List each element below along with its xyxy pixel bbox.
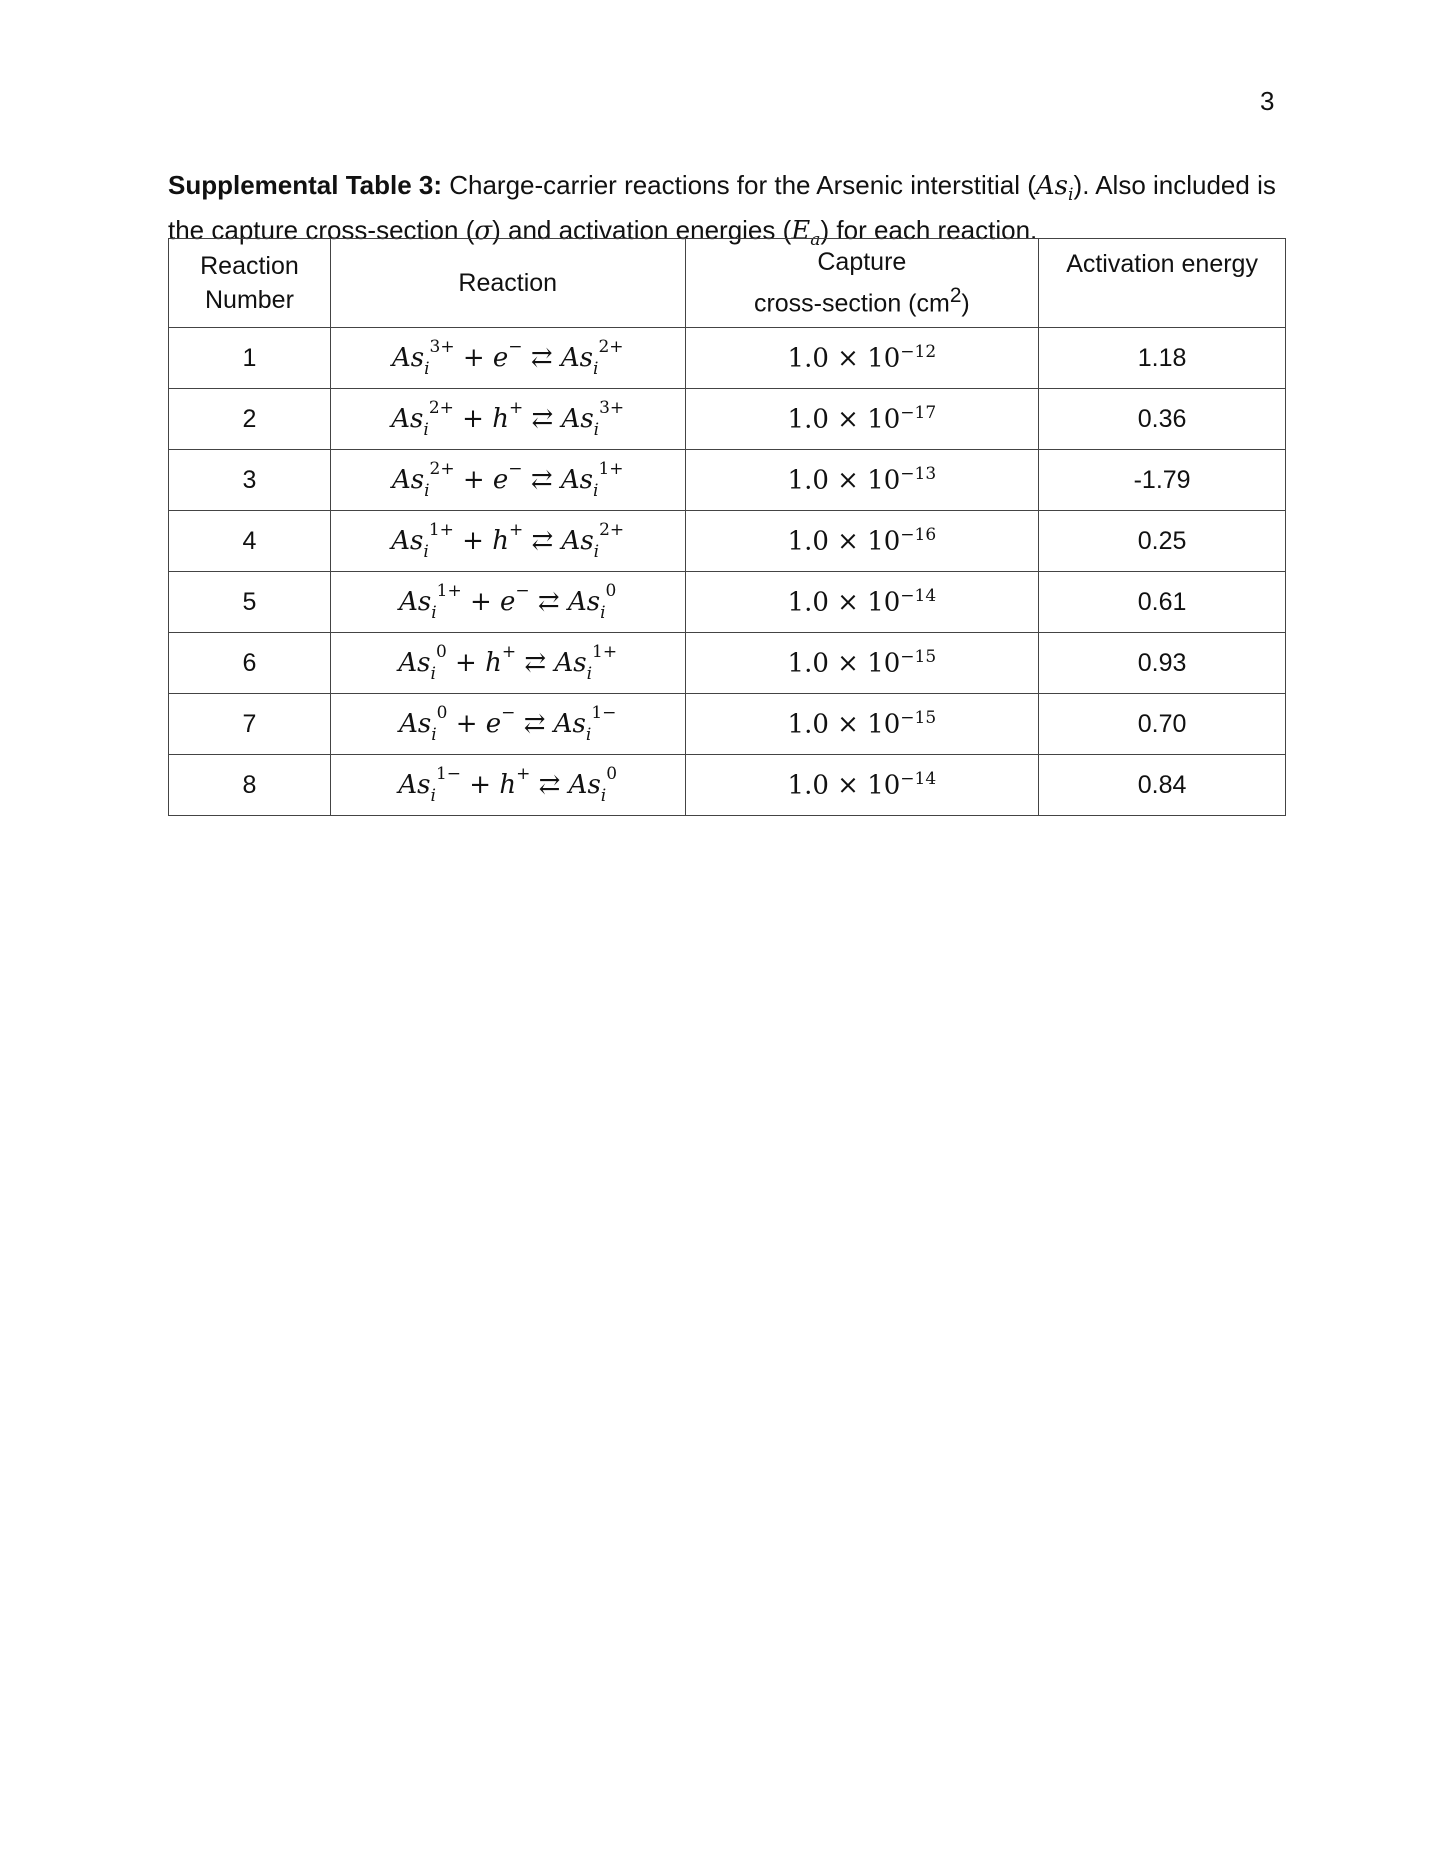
carrier-charge: − (508, 337, 523, 357)
header-capture-line2: cross-section (cm (753, 289, 950, 318)
cross-section-mantissa: 1.0 × 10 (787, 709, 901, 740)
activation-energy: 0.61 (1039, 572, 1286, 633)
header-capture-line1: Capture (817, 248, 907, 277)
carrier (492, 398, 524, 434)
reaction-number: 6 (169, 633, 331, 694)
reaction-number: 7 (169, 694, 331, 755)
activation-energy: 1.18 (1039, 328, 1286, 389)
reactant-species (398, 642, 447, 684)
species-base: As (568, 770, 601, 800)
capture-cross-section (685, 694, 1039, 755)
cross-section-exponent: −14 (900, 769, 937, 790)
table-row (169, 572, 1286, 633)
product-species (567, 581, 617, 623)
carrier-charge: + (516, 764, 531, 784)
cross-section-mantissa: 1.0 × 10 (787, 526, 901, 557)
plus-sign: + (469, 770, 492, 800)
reactant-species (391, 398, 454, 440)
capture-cross-section (685, 572, 1039, 633)
carrier-symbol: e (500, 587, 516, 617)
equilibrium-arrow: ⇄ (530, 343, 553, 373)
cross-section-mantissa: 1.0 × 10 (787, 465, 901, 496)
species-base: As (554, 648, 587, 678)
species-base: As (391, 404, 424, 434)
reaction-number: 4 (169, 511, 331, 572)
species-charge: 1+ (436, 581, 462, 601)
carrier-charge: + (501, 642, 517, 662)
header-capture-exponent: 2 (949, 284, 962, 308)
species-base: As (560, 343, 593, 373)
carrier-charge: − (515, 581, 530, 601)
species-sub: i (593, 420, 600, 440)
product-species (553, 703, 617, 745)
table-row (169, 755, 1286, 816)
reaction-equation (330, 511, 685, 572)
carrier (499, 764, 531, 800)
reaction-equation (330, 389, 685, 450)
cross-section-exponent: −14 (900, 586, 937, 607)
equilibrium-arrow: ⇄ (538, 770, 561, 800)
carrier (485, 703, 516, 739)
caption-text-1: Charge-carrier reactions for the Arsenic interstitial ( (442, 170, 1036, 200)
reaction-equation (330, 633, 685, 694)
plus-sign: + (462, 465, 485, 495)
table-row (169, 450, 1286, 511)
page-number: 3 (1260, 86, 1275, 116)
activation-energy: 0.70 (1039, 694, 1286, 755)
species-charge: 1+ (592, 642, 618, 662)
plus-sign: + (462, 343, 485, 373)
activation-energy: -1.79 (1039, 450, 1286, 511)
product-species (560, 337, 624, 379)
product-species (560, 459, 624, 501)
plus-sign: + (455, 648, 477, 678)
reaction-number: 3 (169, 450, 331, 511)
carrier-symbol: h (492, 404, 509, 434)
species-sub: i (593, 542, 600, 562)
species-sub: i (423, 420, 429, 440)
carrier-charge: + (508, 520, 524, 540)
carrier-charge: − (508, 459, 523, 479)
activation-energy: 0.84 (1039, 755, 1286, 816)
species-sub: i (593, 359, 599, 379)
species-charge: 0 (606, 764, 618, 784)
table-header-row (169, 239, 1286, 328)
species-charge: 1− (591, 703, 617, 723)
capture-cross-section (685, 755, 1039, 816)
plus-sign: + (462, 526, 484, 556)
species-base: As (561, 526, 594, 556)
species-charge: 0 (436, 703, 448, 723)
species-sub: i (586, 664, 592, 684)
caption-symbol-sub: i (1068, 185, 1074, 206)
species-charge: 0 (435, 642, 447, 662)
species-charge: 2+ (599, 520, 625, 540)
carrier-symbol: e (492, 343, 509, 373)
equilibrium-arrow: ⇄ (523, 709, 546, 739)
cross-section-exponent: −17 (900, 403, 937, 424)
species-base: As (391, 343, 425, 373)
species-charge: 1+ (598, 459, 624, 479)
equilibrium-arrow: ⇄ (531, 526, 554, 556)
reactant-species (399, 581, 462, 623)
cross-section-mantissa: 1.0 × 10 (787, 404, 901, 435)
table-row (169, 389, 1286, 450)
reactant-species (399, 703, 448, 745)
carrier-symbol: h (485, 648, 502, 678)
caption-text-2: ). Also included is the capture cross-section ( (168, 170, 1276, 246)
species-sub: i (423, 542, 429, 562)
reaction-equation (330, 572, 685, 633)
species-charge: 2+ (598, 337, 624, 357)
species-charge: 2+ (429, 459, 455, 479)
reaction-number: 5 (169, 572, 331, 633)
species-sub: i (424, 481, 430, 501)
capture-cross-section (685, 511, 1039, 572)
cross-section-mantissa: 1.0 × 10 (787, 587, 901, 618)
table-row (169, 328, 1286, 389)
table-row (169, 694, 1286, 755)
species-base: As (561, 404, 594, 434)
cross-section-exponent: −12 (900, 342, 937, 363)
species-charge: 3+ (599, 398, 625, 418)
caption-label: Supplemental Table 3: (168, 170, 443, 200)
cross-section-exponent: −16 (900, 525, 937, 546)
cross-section-exponent: −13 (900, 464, 937, 485)
reaction-equation (330, 450, 685, 511)
cross-section-mantissa: 1.0 × 10 (787, 648, 901, 679)
product-species (568, 764, 618, 806)
capture-cross-section (685, 328, 1039, 389)
equilibrium-arrow: ⇄ (537, 587, 560, 617)
carrier-symbol: h (499, 770, 517, 800)
product-species (554, 642, 618, 684)
cross-section-exponent: −15 (900, 647, 937, 668)
reaction-equation (330, 694, 685, 755)
species-base: As (399, 587, 432, 617)
species-charge: 1+ (428, 520, 454, 540)
caption-sigma: σ (474, 216, 493, 247)
species-base: As (398, 770, 431, 800)
caption-symbol (1035, 171, 1074, 206)
reactant-species (398, 764, 462, 806)
species-base: As (398, 648, 431, 678)
species-sub: i (600, 603, 606, 623)
header-reaction-number (169, 239, 331, 328)
cross-section-exponent: −15 (900, 708, 937, 729)
reactant-species (391, 520, 454, 562)
carrier (492, 459, 523, 495)
reactant-species (391, 459, 455, 501)
species-base: As (560, 465, 593, 495)
carrier (500, 581, 530, 617)
species-sub: i (430, 786, 436, 806)
plus-sign: + (462, 404, 484, 434)
species-sub: i (585, 725, 592, 745)
equilibrium-arrow: ⇄ (524, 648, 547, 678)
product-species (561, 398, 625, 440)
species-base: As (391, 526, 424, 556)
activation-energy: 0.25 (1039, 511, 1286, 572)
species-charge: 1− (435, 764, 462, 784)
species-sub: i (430, 664, 436, 684)
reaction-equation (330, 755, 685, 816)
reaction-number: 1 (169, 328, 331, 389)
species-sub: i (593, 481, 599, 501)
equilibrium-arrow: ⇄ (531, 404, 554, 434)
caption-text-3: ) and activation energies ( (492, 215, 792, 246)
table-row (169, 633, 1286, 694)
caption-ea-base: E (791, 216, 811, 247)
plus-sign: + (455, 709, 478, 739)
capture-cross-section (685, 389, 1039, 450)
reaction-number: 2 (169, 389, 331, 450)
carrier (492, 337, 523, 373)
header-capture-close: ) (961, 289, 970, 318)
cross-section-mantissa: 1.0 × 10 (787, 343, 901, 374)
carrier-symbol: e (492, 465, 509, 495)
activation-energy: 0.36 (1039, 389, 1286, 450)
species-base: As (391, 465, 425, 495)
equilibrium-arrow: ⇄ (530, 465, 553, 495)
header-capture (685, 239, 1039, 328)
species-charge: 2+ (428, 398, 454, 418)
capture-cross-section (685, 450, 1039, 511)
capture-cross-section (685, 633, 1039, 694)
species-charge: 0 (605, 581, 617, 601)
species-base: As (399, 709, 432, 739)
carrier (485, 642, 517, 678)
caption-symbol-base: As (1035, 171, 1069, 201)
species-sub: i (600, 786, 607, 806)
species-sub: i (431, 725, 437, 745)
caption-ea-sub: a (810, 230, 821, 251)
species-charge: 3+ (429, 337, 455, 357)
reaction-number: 8 (169, 755, 331, 816)
reactant-species (391, 337, 455, 379)
carrier (492, 520, 524, 556)
plus-sign: + (469, 587, 492, 617)
table-row (169, 511, 1286, 572)
cross-section-mantissa: 1.0 × 10 (787, 770, 901, 801)
species-base: As (553, 709, 586, 739)
carrier-charge: + (508, 398, 524, 418)
reaction-equation (330, 328, 685, 389)
header-number-line1: Reaction (200, 252, 299, 280)
species-sub: i (424, 359, 430, 379)
header-number-line2: Number (204, 286, 294, 314)
reactions-table (168, 238, 1286, 816)
caption-text-4: ) for each reaction. (820, 215, 1038, 246)
product-species (561, 520, 625, 562)
species-base: As (567, 587, 601, 617)
carrier-charge: − (501, 703, 516, 723)
header-activation-energy: Activation energy (1039, 239, 1286, 328)
carrier-symbol: h (492, 526, 509, 556)
carrier-symbol: e (485, 709, 502, 739)
species-sub: i (431, 603, 437, 623)
activation-energy: 0.93 (1039, 633, 1286, 694)
header-reaction: Reaction (330, 239, 685, 328)
